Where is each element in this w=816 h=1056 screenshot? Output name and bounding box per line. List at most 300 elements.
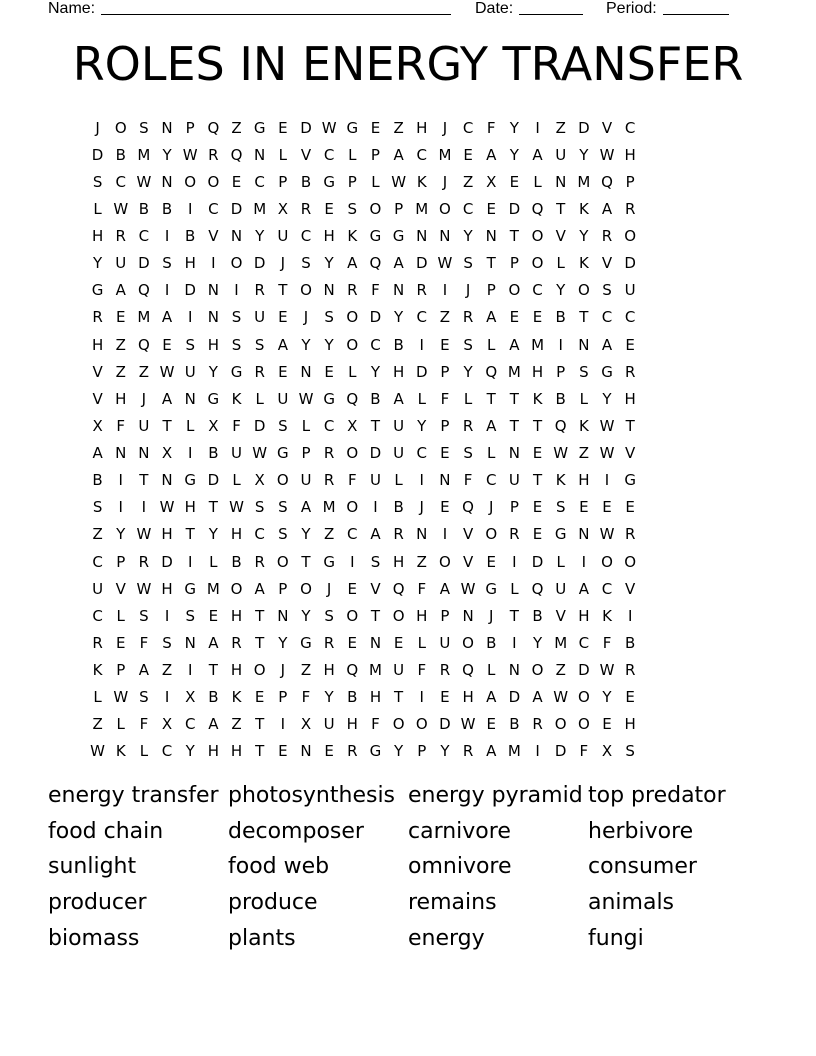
grid-letter[interactable]: O [577, 715, 590, 734]
grid-letter[interactable]: O [230, 579, 243, 598]
grid-letter[interactable]: I [164, 281, 170, 300]
grid-letter[interactable]: E [324, 362, 334, 381]
grid-letter[interactable]: F [347, 471, 357, 490]
grid-letter[interactable]: D [138, 254, 150, 273]
grid-letter[interactable]: I [512, 633, 517, 652]
grid-letter[interactable]: O [415, 715, 428, 734]
grid-letter[interactable]: P [509, 498, 519, 517]
grid-letter[interactable]: L [371, 172, 380, 191]
grid-letter[interactable]: M [531, 335, 545, 354]
grid-letter[interactable]: A [532, 688, 543, 707]
grid-letter[interactable]: Q [531, 579, 544, 598]
grid-letter[interactable]: N [161, 118, 173, 137]
grid-letter[interactable]: Y [208, 525, 218, 544]
grid-letter[interactable]: L [116, 606, 125, 625]
grid-letter[interactable]: A [138, 661, 150, 680]
grid-letter[interactable]: I [164, 688, 170, 707]
grid-letter[interactable]: P [394, 199, 404, 218]
grid-letter[interactable]: E [231, 172, 242, 191]
grid-letter[interactable]: D [508, 688, 521, 707]
grid-letter[interactable]: P [278, 688, 288, 707]
grid-letter[interactable]: E [254, 688, 265, 707]
grid-letter[interactable]: O [392, 606, 405, 625]
grid-letter[interactable]: N [207, 281, 219, 300]
grid-letter[interactable]: Z [161, 661, 173, 680]
grid-letter[interactable]: E [278, 362, 288, 381]
grid-letter[interactable]: G [554, 525, 567, 544]
grid-letter[interactable]: K [578, 199, 589, 218]
grid-letter[interactable]: Y [463, 227, 473, 246]
grid-letter[interactable]: P [370, 145, 380, 164]
grid-letter[interactable]: E [625, 335, 635, 354]
grid-letter[interactable]: K [115, 742, 126, 761]
grid-letter[interactable]: F [602, 633, 612, 652]
grid-letter[interactable]: T [509, 416, 519, 435]
grid-letter[interactable]: L [579, 389, 589, 408]
grid-letter[interactable]: N [138, 444, 150, 463]
grid-letter[interactable]: A [300, 498, 312, 517]
grid-letter[interactable]: H [531, 362, 544, 381]
grid-letter[interactable]: S [139, 606, 149, 625]
grid-letter[interactable]: E [463, 145, 473, 164]
grid-letter[interactable]: L [533, 172, 542, 191]
grid-letter[interactable]: D [531, 552, 544, 571]
grid-letter[interactable]: X [277, 199, 288, 218]
grid-letter[interactable]: N [392, 281, 405, 300]
grid-letter[interactable]: O [531, 254, 544, 273]
grid-letter[interactable]: R [416, 281, 427, 300]
grid-letter[interactable]: O [207, 172, 220, 191]
grid-letter[interactable]: N [555, 172, 567, 191]
grid-letter[interactable]: U [393, 416, 405, 435]
grid-letter[interactable]: G [184, 471, 197, 490]
grid-letter[interactable]: N [508, 661, 520, 680]
grid-letter[interactable]: A [578, 579, 589, 598]
grid-letter[interactable]: C [601, 308, 613, 327]
grid-letter[interactable]: R [208, 145, 219, 164]
grid-letter[interactable]: S [579, 362, 589, 381]
name-blank-line[interactable] [101, 0, 451, 15]
grid-letter[interactable]: Y [162, 145, 172, 164]
grid-letter[interactable]: U [138, 416, 150, 435]
grid-letter[interactable]: E [440, 444, 450, 463]
grid-letter[interactable]: F [139, 633, 149, 652]
grid-letter[interactable]: V [115, 579, 126, 598]
grid-letter[interactable]: H [416, 606, 428, 625]
grid-letter[interactable]: N [416, 525, 428, 544]
grid-letter[interactable]: M [507, 742, 521, 761]
grid-letter[interactable]: Y [185, 742, 195, 761]
grid-letter[interactable]: T [394, 688, 404, 707]
grid-letter[interactable]: N [323, 281, 335, 300]
grid-letter[interactable]: N [578, 525, 590, 544]
grid-letter[interactable]: H [392, 362, 405, 381]
grid-letter[interactable]: D [439, 715, 451, 734]
grid-letter[interactable]: Z [92, 715, 103, 734]
grid-letter[interactable]: I [442, 525, 448, 544]
grid-letter[interactable]: N [369, 633, 382, 652]
grid-letter[interactable]: A [393, 389, 404, 408]
grid-letter[interactable]: T [532, 416, 543, 435]
grid-letter[interactable]: A [115, 281, 126, 300]
grid-letter[interactable]: U [323, 715, 335, 734]
grid-letter[interactable]: W [252, 444, 268, 463]
grid-letter[interactable]: M [577, 172, 591, 191]
grid-letter[interactable]: A [92, 444, 103, 463]
grid-letter[interactable]: O [531, 227, 544, 246]
grid-letter[interactable]: W [136, 172, 152, 191]
grid-letter[interactable]: F [486, 118, 496, 137]
grid-letter[interactable]: C [184, 715, 196, 734]
grid-letter[interactable]: I [373, 498, 378, 517]
grid-letter[interactable]: U [231, 444, 242, 463]
grid-letter[interactable]: I [512, 552, 517, 571]
grid-letter[interactable]: I [558, 335, 563, 354]
grid-letter[interactable]: C [624, 308, 636, 327]
grid-letter[interactable]: I [187, 552, 193, 571]
grid-letter[interactable]: W [599, 416, 615, 435]
grid-letter[interactable]: N [485, 227, 497, 246]
grid-letter[interactable]: D [369, 308, 382, 327]
grid-letter[interactable]: Q [346, 389, 359, 408]
grid-letter[interactable]: W [460, 579, 476, 598]
grid-letter[interactable]: R [462, 308, 474, 327]
grid-letter[interactable]: C [92, 552, 103, 571]
grid-letter[interactable]: C [416, 145, 427, 164]
grid-letter[interactable]: Y [417, 416, 427, 435]
grid-letter[interactable]: X [185, 688, 196, 707]
grid-letter[interactable]: H [578, 606, 590, 625]
grid-letter[interactable]: Z [324, 525, 335, 544]
grid-letter[interactable]: H [323, 661, 335, 680]
grid-letter[interactable]: H [184, 254, 196, 273]
grid-letter[interactable]: S [324, 308, 334, 327]
grid-letter[interactable]: S [463, 335, 473, 354]
grid-letter[interactable]: Z [462, 172, 474, 191]
grid-letter[interactable]: B [347, 688, 358, 707]
grid-letter[interactable]: P [278, 579, 288, 598]
grid-letter[interactable]: Z [115, 362, 126, 381]
grid-letter[interactable]: Y [116, 525, 126, 544]
grid-letter[interactable]: Q [137, 281, 150, 300]
name-field[interactable] [48, 0, 451, 18]
grid-letter[interactable]: X [254, 471, 265, 490]
grid-letter[interactable]: J [465, 281, 471, 300]
grid-letter[interactable]: E [440, 335, 450, 354]
grid-letter[interactable]: L [556, 552, 565, 571]
grid-letter[interactable]: R [138, 552, 150, 571]
grid-letter[interactable]: R [323, 444, 335, 463]
grid-letter[interactable]: E [278, 742, 288, 761]
grid-letter[interactable]: E [486, 199, 496, 218]
grid-letter[interactable]: P [116, 661, 126, 680]
grid-letter[interactable]: K [578, 416, 589, 435]
grid-letter[interactable]: Y [602, 688, 612, 707]
grid-letter[interactable]: D [207, 471, 220, 490]
grid-letter[interactable]: L [209, 552, 218, 571]
grid-letter[interactable]: O [369, 199, 382, 218]
grid-letter[interactable]: A [486, 688, 497, 707]
grid-letter[interactable]: C [416, 444, 427, 463]
grid-letter[interactable]: T [185, 525, 195, 544]
grid-letter[interactable]: V [555, 227, 566, 246]
grid-letter[interactable]: D [369, 444, 382, 463]
grid-letter[interactable]: E [440, 688, 450, 707]
grid-letter[interactable]: M [206, 579, 220, 598]
grid-letter[interactable]: S [602, 281, 612, 300]
grid-letter[interactable]: D [300, 118, 312, 137]
grid-letter[interactable]: S [231, 308, 242, 327]
grid-letter[interactable]: G [207, 389, 220, 408]
grid-letter[interactable]: Z [115, 335, 126, 354]
grid-letter[interactable]: H [624, 715, 636, 734]
grid-letter[interactable]: R [92, 633, 103, 652]
grid-letter[interactable]: U [624, 281, 636, 300]
grid-letter[interactable]: E [347, 633, 358, 652]
grid-letter[interactable]: A [347, 254, 358, 273]
grid-letter[interactable]: T [208, 661, 218, 680]
grid-letter[interactable]: W [229, 498, 244, 517]
grid-letter[interactable]: W [599, 661, 615, 680]
grid-letter[interactable]: B [393, 335, 404, 354]
grid-letter[interactable]: D [578, 118, 590, 137]
grid-letter[interactable]: Y [301, 606, 311, 625]
grid-letter[interactable]: H [91, 335, 104, 354]
grid-letter[interactable]: S [463, 444, 473, 463]
grid-letter[interactable]: G [253, 118, 266, 137]
grid-letter[interactable]: K [231, 688, 242, 707]
grid-letter[interactable]: L [556, 254, 565, 273]
grid-letter[interactable]: X [161, 715, 173, 734]
grid-letter[interactable]: L [487, 444, 496, 463]
grid-letter[interactable]: T [486, 389, 496, 408]
grid-letter[interactable]: A [277, 335, 288, 354]
grid-letter[interactable]: S [162, 633, 172, 652]
grid-letter[interactable]: R [347, 742, 358, 761]
grid-letter[interactable]: B [208, 444, 219, 463]
grid-letter[interactable]: S [139, 118, 149, 137]
grid-letter[interactable]: T [370, 416, 381, 435]
grid-letter[interactable]: I [141, 498, 147, 517]
grid-letter[interactable]: I [118, 498, 123, 517]
grid-letter[interactable]: J [419, 498, 424, 517]
grid-letter[interactable]: L [487, 661, 496, 680]
grid-letter[interactable]: G [230, 362, 243, 381]
grid-letter[interactable]: I [187, 661, 193, 680]
grid-letter[interactable]: W [159, 362, 175, 381]
grid-letter[interactable]: H [369, 688, 382, 707]
grid-letter[interactable]: I [164, 227, 170, 246]
grid-letter[interactable]: C [208, 199, 219, 218]
grid-letter[interactable]: Q [554, 416, 567, 435]
grid-letter[interactable]: F [371, 281, 380, 300]
grid-letter[interactable]: L [116, 715, 125, 734]
grid-letter[interactable]: I [350, 552, 355, 571]
grid-letter[interactable]: N [230, 227, 243, 246]
grid-letter[interactable]: T [255, 715, 265, 734]
grid-letter[interactable]: S [162, 254, 172, 273]
grid-letter[interactable]: T [579, 308, 589, 327]
grid-letter[interactable]: J [303, 308, 309, 327]
grid-letter[interactable]: U [277, 389, 289, 408]
grid-letter[interactable]: N [462, 606, 474, 625]
grid-letter[interactable]: W [113, 688, 129, 707]
grid-letter[interactable]: C [532, 281, 543, 300]
grid-letter[interactable]: E [486, 715, 496, 734]
grid-letter[interactable]: B [138, 199, 150, 218]
grid-letter[interactable]: E [625, 498, 635, 517]
grid-letter[interactable]: E [486, 552, 496, 571]
grid-letter[interactable]: I [187, 199, 193, 218]
grid-letter[interactable]: O [577, 688, 590, 707]
grid-letter[interactable]: I [419, 471, 424, 490]
grid-letter[interactable]: O [346, 444, 359, 463]
grid-letter[interactable]: S [347, 199, 358, 218]
grid-letter[interactable]: V [625, 444, 636, 463]
grid-letter[interactable]: S [139, 688, 149, 707]
grid-letter[interactable]: N [207, 308, 219, 327]
grid-letter[interactable]: F [301, 688, 311, 707]
grid-letter[interactable]: R [624, 661, 636, 680]
grid-letter[interactable]: I [419, 335, 424, 354]
grid-letter[interactable]: U [254, 308, 266, 327]
grid-letter[interactable]: H [184, 498, 196, 517]
grid-letter[interactable]: I [187, 308, 193, 327]
grid-letter[interactable]: T [556, 199, 566, 218]
grid-letter[interactable]: B [625, 633, 636, 652]
grid-letter[interactable]: E [208, 606, 219, 625]
grid-letter[interactable]: N [300, 742, 312, 761]
grid-letter[interactable]: C [138, 227, 150, 246]
grid-letter[interactable]: A [486, 416, 497, 435]
grid-letter[interactable]: M [507, 362, 521, 381]
grid-letter[interactable]: Z [439, 308, 451, 327]
grid-letter[interactable]: J [489, 498, 494, 517]
grid-letter[interactable]: G [369, 742, 382, 761]
grid-letter[interactable]: R [532, 715, 543, 734]
grid-letter[interactable]: E [115, 308, 126, 327]
date-field[interactable] [475, 0, 583, 18]
grid-letter[interactable]: C [624, 118, 636, 137]
grid-letter[interactable]: P [417, 742, 427, 761]
grid-letter[interactable]: V [92, 389, 103, 408]
grid-letter[interactable]: D [184, 281, 196, 300]
grid-letter[interactable]: G [323, 172, 335, 191]
grid-letter[interactable]: L [463, 389, 473, 408]
grid-letter[interactable]: J [141, 389, 147, 408]
grid-letter[interactable]: W [298, 389, 314, 408]
grid-letter[interactable]: W [321, 118, 337, 137]
grid-letter[interactable]: L [394, 471, 403, 490]
grid-letter[interactable]: O [624, 552, 637, 571]
grid-letter[interactable]: B [370, 389, 381, 408]
grid-letter[interactable]: J [280, 661, 286, 680]
grid-letter[interactable]: C [462, 199, 474, 218]
grid-letter[interactable]: Y [301, 335, 311, 354]
grid-letter[interactable]: H [416, 118, 428, 137]
grid-letter[interactable]: K [92, 661, 103, 680]
period-blank-line[interactable] [663, 0, 729, 15]
grid-letter[interactable]: H [207, 742, 219, 761]
grid-letter[interactable]: A [486, 308, 497, 327]
grid-letter[interactable]: O [230, 254, 243, 273]
grid-letter[interactable]: I [164, 606, 170, 625]
grid-letter[interactable]: P [486, 281, 496, 300]
grid-letter[interactable]: P [278, 172, 288, 191]
grid-letter[interactable]: O [508, 281, 521, 300]
grid-letter[interactable]: D [161, 552, 173, 571]
grid-letter[interactable]: S [185, 606, 195, 625]
grid-letter[interactable]: A [486, 742, 497, 761]
grid-letter[interactable]: O [276, 552, 289, 571]
grid-letter[interactable]: Z [231, 118, 242, 137]
grid-letter[interactable]: H [392, 552, 405, 571]
grid-letter[interactable]: A [601, 335, 613, 354]
grid-letter[interactable]: K [555, 471, 566, 490]
grid-letter[interactable]: V [625, 579, 636, 598]
grid-letter[interactable]: I [627, 606, 633, 625]
grid-letter[interactable]: R [231, 633, 242, 652]
grid-letter[interactable]: F [579, 742, 589, 761]
grid-letter[interactable]: S [185, 335, 195, 354]
grid-letter[interactable]: P [301, 444, 311, 463]
grid-letter[interactable]: W [599, 444, 615, 463]
grid-letter[interactable]: M [137, 145, 151, 164]
grid-letter[interactable]: L [255, 389, 264, 408]
grid-letter[interactable]: O [439, 552, 451, 571]
grid-letter[interactable]: R [323, 633, 335, 652]
grid-letter[interactable]: Y [532, 633, 543, 652]
grid-letter[interactable]: X [92, 416, 103, 435]
grid-letter[interactable]: M [438, 145, 452, 164]
grid-letter[interactable]: G [485, 579, 498, 598]
grid-letter[interactable]: B [161, 199, 173, 218]
grid-letter[interactable]: K [578, 254, 589, 273]
grid-letter[interactable]: V [601, 254, 613, 273]
grid-letter[interactable]: D [415, 362, 428, 381]
grid-letter[interactable]: D [415, 254, 428, 273]
grid-letter[interactable]: E [532, 498, 543, 517]
grid-letter[interactable]: V [92, 362, 103, 381]
grid-letter[interactable]: R [439, 661, 451, 680]
grid-letter[interactable]: K [231, 389, 242, 408]
grid-letter[interactable]: E [509, 308, 520, 327]
grid-letter[interactable]: Z [416, 552, 427, 571]
grid-letter[interactable]: S [463, 254, 473, 273]
grid-letter[interactable]: F [116, 416, 126, 435]
grid-letter[interactable]: R [323, 471, 335, 490]
grid-letter[interactable]: W [136, 579, 152, 598]
grid-letter[interactable]: C [161, 742, 173, 761]
grid-letter[interactable]: Y [255, 227, 265, 246]
grid-letter[interactable]: O [439, 199, 451, 218]
grid-letter[interactable]: B [231, 552, 242, 571]
grid-letter[interactable]: U [555, 579, 567, 598]
grid-letter[interactable]: S [92, 498, 103, 517]
grid-letter[interactable]: T [625, 416, 635, 435]
grid-letter[interactable]: P [440, 362, 450, 381]
grid-letter[interactable]: C [115, 172, 126, 191]
grid-letter[interactable]: N [184, 633, 196, 652]
grid-letter[interactable]: G [323, 389, 335, 408]
grid-letter[interactable]: R [624, 525, 636, 544]
grid-letter[interactable]: C [416, 308, 427, 327]
grid-letter[interactable]: E [532, 308, 543, 327]
grid-letter[interactable]: L [232, 471, 241, 490]
grid-letter[interactable]: Z [555, 118, 566, 137]
grid-letter[interactable]: B [555, 308, 566, 327]
grid-letter[interactable]: P [556, 362, 566, 381]
